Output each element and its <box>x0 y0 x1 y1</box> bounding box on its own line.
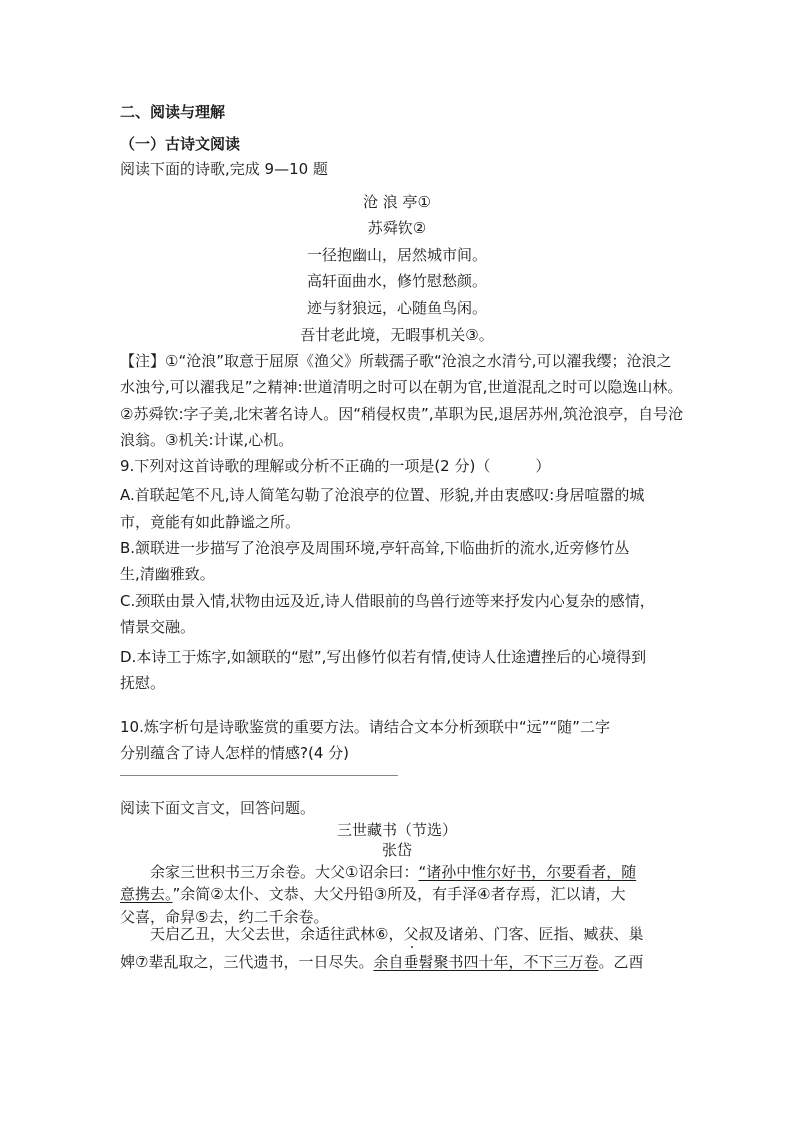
option-a: A.首联起笔不凡,诗人简笔勾勒了沧浪亭的位置、形貌,并由衷感叹:身居喧嚣的城 <box>120 486 645 504</box>
answer-line[interactable] <box>120 775 398 776</box>
prose-title: 三世藏书（节选） <box>336 821 457 839</box>
note-line: 水浊兮,可以濯我足”之精神:世道清明之时可以在朝为官,世道混乱之时可以隐逸山林。 <box>120 378 683 396</box>
prose-author: 张岱 <box>381 841 412 859</box>
prose-paragraph-line: 父喜，命舁⑤去，约二千余卷。 <box>120 908 329 926</box>
option-b: B.颔联进一步描写了沧浪亭及周围环境,亭轩高耸,下临曲折的流水,近旁修竹丛 <box>120 539 630 557</box>
underlined-sentence: 意携去。 <box>120 885 173 903</box>
option-d: D.本诗工于炼字,如颔联的“慰”,写出修竹似若有情,使诗人仕途遭挫后的心境得到 <box>120 648 647 666</box>
poem-title: 沧 浪 亭① <box>363 193 431 211</box>
poem-instruction: 阅读下面的诗歌,完成 9—10 题 <box>120 160 328 178</box>
prose-paragraph-line: 天启乙丑，大父去世，余适往武林⑥，父叔及诸弟、门客、匠指、臧获、巢 <box>120 925 644 943</box>
question-9-stem: 9.下列对这首诗歌的理解或分析不正确的一项是(2 分)（ ） <box>120 457 551 475</box>
note-line: ②苏舜钦:字子美,北宋著名诗人。因“稍侵权贵”,革职为民,退居苏州,筑沧浪亭，自号沧 <box>120 405 684 423</box>
option-d: 抚慰。 <box>120 674 166 692</box>
option-b: 生,清幽雅致。 <box>120 565 215 583</box>
section-title: 二、阅读与理解 <box>120 103 226 121</box>
note-line: 【注】①“沧浪”取意于屈原《渔父》所载孺子歌“沧浪之水清兮,可以濯我缨；沧浪之 <box>120 352 672 370</box>
question-10: 10.炼字析句是诗歌鉴赏的重要方法。请结合文本分析颈联中“远”“随”二字 <box>120 718 610 736</box>
option-c: C.颈联由景入情,状物由远及近,诗人借眼前的鸟兽行迹等来抒发内心复杂的感情， <box>120 592 655 610</box>
poem-line: 吾甘老此境，无暇事机关③。 <box>300 326 494 344</box>
prose-paragraph-line: 婢⑦辈乱取之，三代遗书，一日尽失。余自垂髫聚书四十年，不下三万卷。乙酉 <box>120 953 644 971</box>
emphasis-dot <box>411 946 413 948</box>
underlined-sentence: 余自垂髫聚书四十年，不下三万卷 <box>373 953 599 971</box>
prose-paragraph-line: 意携去。”余简②太仆、文恭、大父丹铅③所及，有手泽④者存焉，汇以请，大 <box>120 885 626 903</box>
prose-instruction: 阅读下面文言文，回答问题。 <box>120 799 316 817</box>
section-subtitle: （一）古诗文阅读 <box>120 135 241 153</box>
question-10: 分别蕴含了诗人怎样的情感?(4 分) <box>120 744 349 762</box>
note-line: 浪翁。③机关:计谋,心机。 <box>120 431 294 449</box>
poem-line: 一径抱幽山，居然城市间。 <box>306 246 487 264</box>
option-c: 情景交融。 <box>120 618 196 636</box>
prose-paragraph-line: 余家三世积书三万余卷。大父①诏余曰：“诸孙中惟尔好书，尔要看者，随 <box>120 863 637 881</box>
poem-author: 苏舜钦② <box>367 219 427 237</box>
poem-line: 迹与豺狼远，心随鱼鸟闲。 <box>306 299 487 317</box>
option-a: 市，竟能有如此静谧之所。 <box>120 513 301 531</box>
underlined-sentence: “诸孙中惟尔好书，尔要看者，随 <box>418 863 637 881</box>
poem-line: 高轩面曲水，修竹慰愁颜。 <box>306 272 487 290</box>
